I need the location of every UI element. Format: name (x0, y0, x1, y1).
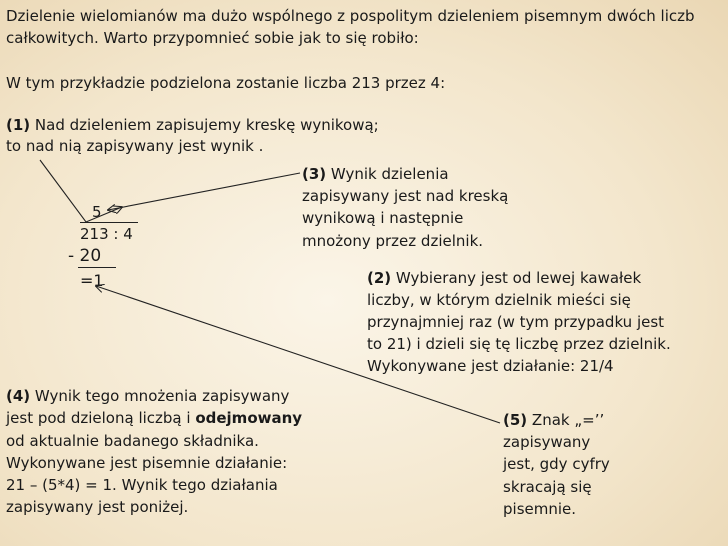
step3-line-4: mnożony przez dzielnik. (302, 232, 484, 250)
division-quotient: 5 (92, 203, 102, 221)
step1-text-1: Nad dzieleniem zapisujemy kreskę wynikową; (30, 116, 379, 134)
step2-line-2: liczby, w którym dzielnik mieści się (367, 291, 631, 309)
step3-text-1: Wynik dzielenia (326, 165, 449, 183)
step5-number: (5) (503, 411, 528, 429)
step5-line-5: pisemnie. (503, 500, 577, 518)
step5-line-3: jest, gdy cyfry (503, 455, 610, 473)
step4-text-2a: jest pod dzieloną liczbą i (6, 409, 196, 427)
step5-line-4: skracają się (503, 478, 592, 496)
step3-line-3: wynikową i następnie (302, 209, 464, 227)
division-subtrahend: - 20 (68, 246, 102, 266)
step4-bold-word: odejmowany (195, 409, 303, 427)
example-sentence: W tym przykładzie podzielona zostanie liczba 213 przez 4: (6, 74, 446, 92)
step4-text-1: Wynik tego mnożenia zapisywany (30, 387, 290, 405)
step1-arrow (40, 160, 122, 222)
intro-line-2: całkowitych. Warto przypomnieć sobie jak to się robiło: (6, 29, 419, 47)
intro-line-1: Dzielenie wielomianów ma dużo wspólnego z pospolitym dzieleniem pisemnym dwóch liczb (6, 7, 695, 25)
step1-number: (1) (6, 116, 31, 134)
step4-line-3: od aktualnie badanego składnika. (6, 432, 259, 450)
step4-line-6: zapisywany jest poniżej. (6, 498, 189, 516)
step2-line-4: to 21) i dzieli się tę liczbę przez dzielnik. (367, 335, 671, 353)
step5-arrow (96, 286, 500, 423)
step2-line-3: przynajmniej raz (w tym przypadku jest (367, 313, 665, 331)
step5-text-1: Znak „=’’ (527, 411, 605, 429)
step1-line-2: to nad nią zapisywany jest wynik . (6, 137, 264, 155)
step4-number: (4) (6, 387, 31, 405)
step2-line-5: Wykonywane jest działanie: 21/4 (367, 357, 614, 375)
division-remainder: =1 (80, 271, 104, 290)
step3-arrow (108, 173, 300, 210)
division-expression: 213 : 4 (80, 225, 133, 243)
step4-line-5: 21 – (5*4) = 1. Wynik tego działania (6, 476, 278, 494)
step2-number: (2) (367, 269, 392, 287)
step4-line-4: Wykonywane jest pisemnie działanie: (6, 454, 288, 472)
step3-number: (3) (302, 165, 327, 183)
step2-text-1: Wybierany jest od lewej kawałek (391, 269, 642, 287)
step3-line-2: zapisywany jest nad kreską (302, 187, 509, 205)
step5-line-2: zapisywany (503, 433, 591, 451)
